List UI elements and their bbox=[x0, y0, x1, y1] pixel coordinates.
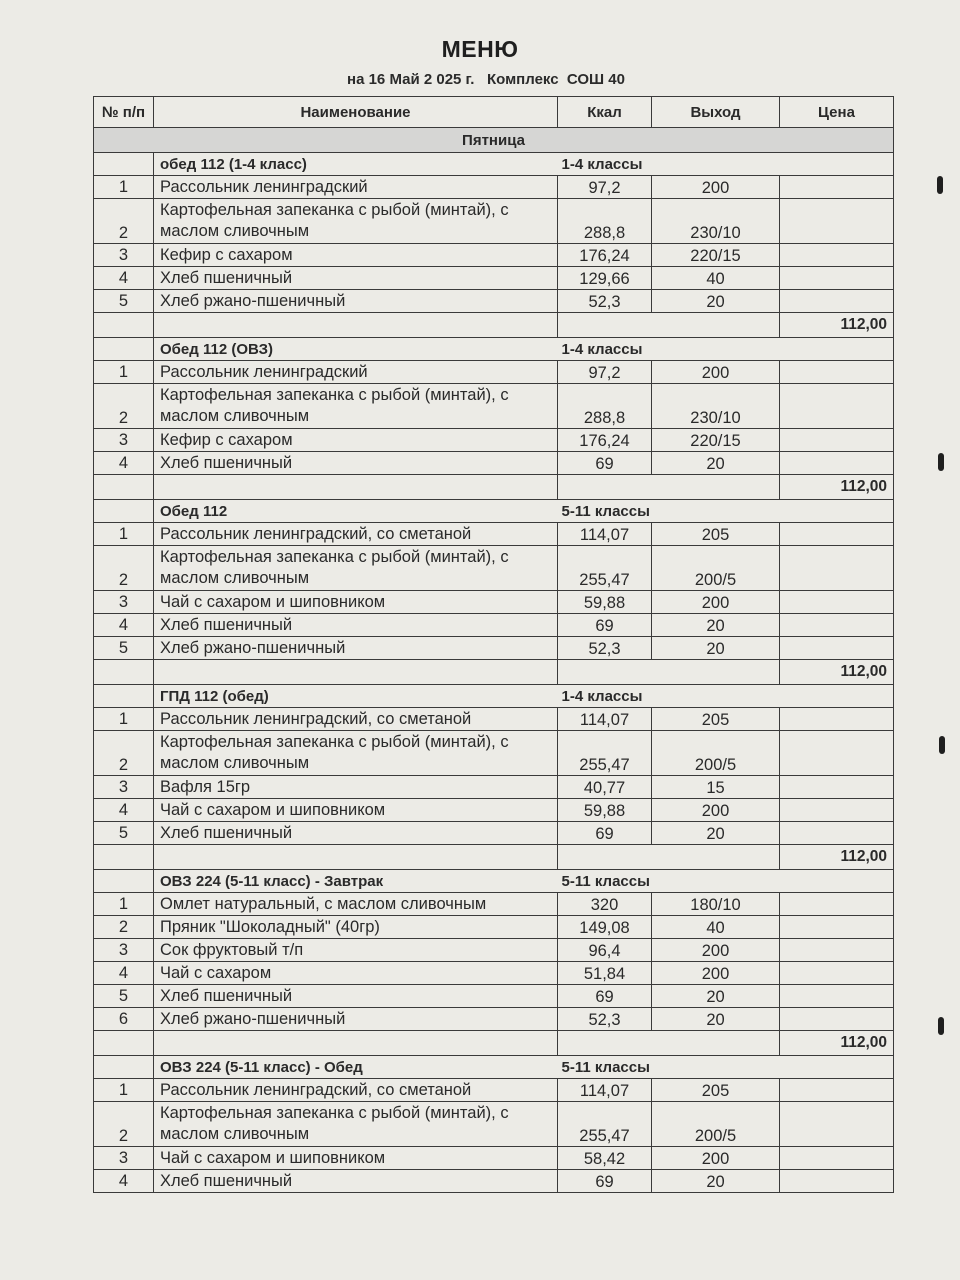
item-output: 20 bbox=[652, 614, 780, 637]
table-row bbox=[94, 591, 894, 614]
table-row bbox=[94, 429, 894, 452]
item-output: 220/15 bbox=[652, 429, 780, 452]
item-price bbox=[780, 893, 894, 916]
item-number: 2 bbox=[94, 199, 154, 244]
item-name: Рассольник ленинградский bbox=[154, 361, 558, 384]
table-row bbox=[94, 822, 894, 845]
item-price bbox=[780, 799, 894, 822]
item-name: Пряник "Шоколадный" (40гр) bbox=[154, 916, 558, 939]
item-kcal: 114,07 bbox=[558, 523, 652, 546]
total-empty-cell bbox=[154, 313, 558, 338]
item-kcal: 69 bbox=[558, 614, 652, 637]
group-name: ОВЗ 224 (5-11 класс) - Обед bbox=[154, 1056, 558, 1079]
item-number: 5 bbox=[94, 290, 154, 313]
item-price bbox=[780, 452, 894, 475]
total-empty-cell bbox=[558, 845, 780, 870]
group-name: ОВЗ 224 (5-11 класс) - Завтрак bbox=[154, 870, 558, 893]
table-row bbox=[94, 1102, 894, 1147]
item-kcal: 288,8 bbox=[558, 199, 652, 244]
item-number: 4 bbox=[94, 1170, 154, 1193]
item-number: 1 bbox=[94, 176, 154, 199]
item-name: Рассольник ленинградский, со сметаной bbox=[154, 1079, 558, 1102]
item-price bbox=[780, 1170, 894, 1193]
item-number: 3 bbox=[94, 244, 154, 267]
item-kcal: 51,84 bbox=[558, 962, 652, 985]
total-empty-cell bbox=[94, 1031, 154, 1056]
item-output: 205 bbox=[652, 523, 780, 546]
total-empty-cell bbox=[94, 845, 154, 870]
item-output: 200 bbox=[652, 962, 780, 985]
item-output: 15 bbox=[652, 776, 780, 799]
item-kcal: 69 bbox=[558, 1170, 652, 1193]
item-output: 20 bbox=[652, 290, 780, 313]
item-price bbox=[780, 290, 894, 313]
item-output: 20 bbox=[652, 822, 780, 845]
group-name: обед 112 (1-4 класс) bbox=[154, 153, 558, 176]
group-header-row bbox=[94, 870, 894, 893]
item-price bbox=[780, 1147, 894, 1170]
item-number: 5 bbox=[94, 822, 154, 845]
item-price bbox=[780, 384, 894, 429]
total-empty-cell bbox=[94, 313, 154, 338]
item-name: Рассольник ленинградский, со сметаной bbox=[154, 708, 558, 731]
item-output: 40 bbox=[652, 267, 780, 290]
item-output: 20 bbox=[652, 1170, 780, 1193]
table-row bbox=[94, 267, 894, 290]
total-empty-cell bbox=[154, 845, 558, 870]
item-number: 4 bbox=[94, 799, 154, 822]
item-name: Рассольник ленинградский bbox=[154, 176, 558, 199]
punch-hole bbox=[939, 736, 945, 754]
item-name: Чай с сахаром и шиповником bbox=[154, 591, 558, 614]
item-name: Хлеб пшеничный bbox=[154, 614, 558, 637]
item-number: 3 bbox=[94, 429, 154, 452]
item-number: 1 bbox=[94, 1079, 154, 1102]
table-row bbox=[94, 799, 894, 822]
item-name: Омлет натуральный, с маслом сливочным bbox=[154, 893, 558, 916]
table-row bbox=[94, 176, 894, 199]
item-price bbox=[780, 267, 894, 290]
item-kcal: 129,66 bbox=[558, 267, 652, 290]
table-row bbox=[94, 546, 894, 591]
item-number: 2 bbox=[94, 546, 154, 591]
group-header-row bbox=[94, 153, 894, 176]
table-row bbox=[94, 1008, 894, 1031]
item-output: 20 bbox=[652, 985, 780, 1008]
item-price bbox=[780, 523, 894, 546]
item-name: Хлеб пшеничный bbox=[154, 1170, 558, 1193]
item-number: 4 bbox=[94, 267, 154, 290]
day-row bbox=[94, 128, 894, 153]
group-number-cell bbox=[94, 1056, 154, 1079]
menu-table bbox=[93, 96, 894, 1193]
item-price bbox=[780, 546, 894, 591]
item-number: 3 bbox=[94, 776, 154, 799]
item-name: Кефир с сахаром bbox=[154, 244, 558, 267]
group-name: ГПД 112 (обед) bbox=[154, 685, 558, 708]
page-title: МЕНЮ bbox=[441, 36, 519, 62]
table-row bbox=[94, 985, 894, 1008]
table-row bbox=[94, 384, 894, 429]
item-price bbox=[780, 176, 894, 199]
item-name: Чай с сахаром bbox=[154, 962, 558, 985]
item-kcal: 255,47 bbox=[558, 1102, 652, 1147]
item-number: 4 bbox=[94, 452, 154, 475]
total-empty-cell bbox=[154, 660, 558, 685]
item-price bbox=[780, 244, 894, 267]
group-total-price: 112,00 bbox=[780, 845, 894, 870]
group-classes: 1-4 классы bbox=[558, 338, 894, 361]
item-name: Картофельная запеканка с рыбой (минтай), с маслом сливочным bbox=[154, 199, 558, 244]
item-kcal: 52,3 bbox=[558, 1008, 652, 1031]
group-number-cell bbox=[94, 500, 154, 523]
group-total-price: 112,00 bbox=[780, 660, 894, 685]
group-header-row bbox=[94, 338, 894, 361]
group-total-price: 112,00 bbox=[780, 313, 894, 338]
punch-hole bbox=[938, 453, 944, 471]
total-empty-cell bbox=[558, 1031, 780, 1056]
item-number: 4 bbox=[94, 614, 154, 637]
item-kcal: 320 bbox=[558, 893, 652, 916]
total-empty-cell bbox=[94, 660, 154, 685]
item-price bbox=[780, 361, 894, 384]
item-output: 200 bbox=[652, 361, 780, 384]
item-output: 230/10 bbox=[652, 199, 780, 244]
table-row bbox=[94, 939, 894, 962]
item-price bbox=[780, 1102, 894, 1147]
total-empty-cell bbox=[94, 475, 154, 500]
item-name: Хлеб ржано-пшеничный bbox=[154, 637, 558, 660]
item-price bbox=[780, 1079, 894, 1102]
table-row bbox=[94, 731, 894, 776]
item-number: 3 bbox=[94, 939, 154, 962]
group-name: Обед 112 bbox=[154, 500, 558, 523]
table-row bbox=[94, 637, 894, 660]
table-row bbox=[94, 199, 894, 244]
item-kcal: 69 bbox=[558, 985, 652, 1008]
item-output: 200 bbox=[652, 176, 780, 199]
group-total-row bbox=[94, 313, 894, 338]
column-header-number: № п/п bbox=[94, 97, 154, 128]
item-name: Хлеб пшеничный bbox=[154, 452, 558, 475]
table-row bbox=[94, 1147, 894, 1170]
item-number: 2 bbox=[94, 384, 154, 429]
item-name: Хлеб пшеничный bbox=[154, 985, 558, 1008]
item-price bbox=[780, 939, 894, 962]
item-price bbox=[780, 776, 894, 799]
item-kcal: 149,08 bbox=[558, 916, 652, 939]
group-total-row bbox=[94, 660, 894, 685]
item-kcal: 176,24 bbox=[558, 429, 652, 452]
item-name: Картофельная запеканка с рыбой (минтай), с маслом сливочным bbox=[154, 384, 558, 429]
group-total-row bbox=[94, 475, 894, 500]
item-kcal: 288,8 bbox=[558, 384, 652, 429]
group-header-row bbox=[94, 1056, 894, 1079]
item-price bbox=[780, 731, 894, 776]
group-total-price: 112,00 bbox=[780, 1031, 894, 1056]
item-number: 3 bbox=[94, 1147, 154, 1170]
item-kcal: 97,2 bbox=[558, 176, 652, 199]
item-number: 6 bbox=[94, 1008, 154, 1031]
total-empty-cell bbox=[558, 475, 780, 500]
total-empty-cell bbox=[558, 313, 780, 338]
item-name: Чай с сахаром и шиповником bbox=[154, 1147, 558, 1170]
item-output: 200 bbox=[652, 799, 780, 822]
item-output: 180/10 bbox=[652, 893, 780, 916]
item-price bbox=[780, 199, 894, 244]
item-price bbox=[780, 708, 894, 731]
group-classes: 5-11 классы bbox=[558, 500, 894, 523]
group-number-cell bbox=[94, 153, 154, 176]
group-total-price: 112,00 bbox=[780, 475, 894, 500]
table-header-row bbox=[94, 97, 894, 128]
item-name: Картофельная запеканка с рыбой (минтай), с маслом сливочным bbox=[154, 1102, 558, 1147]
item-output: 200/5 bbox=[652, 1102, 780, 1147]
item-name: Картофельная запеканка с рыбой (минтай), с маслом сливочным bbox=[154, 731, 558, 776]
group-number-cell bbox=[94, 870, 154, 893]
item-number: 5 bbox=[94, 985, 154, 1008]
table-row bbox=[94, 614, 894, 637]
group-total-row bbox=[94, 1031, 894, 1056]
group-name: Обед 112 (ОВЗ) bbox=[154, 338, 558, 361]
day-label: Пятница bbox=[94, 128, 894, 153]
item-price bbox=[780, 591, 894, 614]
item-price bbox=[780, 822, 894, 845]
item-kcal: 97,2 bbox=[558, 361, 652, 384]
item-number: 5 bbox=[94, 637, 154, 660]
group-classes: 5-11 классы bbox=[558, 1056, 894, 1079]
item-output: 200/5 bbox=[652, 731, 780, 776]
item-kcal: 69 bbox=[558, 452, 652, 475]
item-number: 2 bbox=[94, 1102, 154, 1147]
group-header-row bbox=[94, 685, 894, 708]
item-name: Рассольник ленинградский, со сметаной bbox=[154, 523, 558, 546]
item-price bbox=[780, 985, 894, 1008]
item-output: 220/15 bbox=[652, 244, 780, 267]
item-name: Чай с сахаром и шиповником bbox=[154, 799, 558, 822]
total-empty-cell bbox=[558, 660, 780, 685]
item-kcal: 255,47 bbox=[558, 731, 652, 776]
column-header-price: Цена bbox=[780, 97, 894, 128]
item-output: 200 bbox=[652, 591, 780, 614]
punch-hole bbox=[937, 176, 943, 194]
item-output: 20 bbox=[652, 452, 780, 475]
item-kcal: 40,77 bbox=[558, 776, 652, 799]
item-name: Кефир с сахаром bbox=[154, 429, 558, 452]
column-header-name: Наименование bbox=[154, 97, 558, 128]
item-number: 1 bbox=[94, 893, 154, 916]
group-header-row bbox=[94, 500, 894, 523]
item-price bbox=[780, 916, 894, 939]
item-output: 20 bbox=[652, 637, 780, 660]
item-price bbox=[780, 1008, 894, 1031]
total-empty-cell bbox=[154, 475, 558, 500]
table-row bbox=[94, 244, 894, 267]
table-row bbox=[94, 290, 894, 313]
table-row bbox=[94, 523, 894, 546]
item-name: Хлеб пшеничный bbox=[154, 267, 558, 290]
group-total-row bbox=[94, 845, 894, 870]
table-row bbox=[94, 708, 894, 731]
item-output: 205 bbox=[652, 1079, 780, 1102]
item-number: 1 bbox=[94, 523, 154, 546]
table-row bbox=[94, 776, 894, 799]
item-kcal: 176,24 bbox=[558, 244, 652, 267]
table-row bbox=[94, 1079, 894, 1102]
total-empty-cell bbox=[154, 1031, 558, 1056]
item-name: Вафля 15гр bbox=[154, 776, 558, 799]
item-price bbox=[780, 429, 894, 452]
item-output: 200 bbox=[652, 1147, 780, 1170]
group-number-cell bbox=[94, 338, 154, 361]
item-output: 20 bbox=[652, 1008, 780, 1031]
item-number: 4 bbox=[94, 962, 154, 985]
group-number-cell bbox=[94, 685, 154, 708]
table-row bbox=[94, 962, 894, 985]
item-price bbox=[780, 614, 894, 637]
group-classes: 5-11 классы bbox=[558, 870, 894, 893]
item-name: Сок фруктовый т/п bbox=[154, 939, 558, 962]
item-price bbox=[780, 637, 894, 660]
item-number: 1 bbox=[94, 361, 154, 384]
item-kcal: 58,42 bbox=[558, 1147, 652, 1170]
table-row bbox=[94, 893, 894, 916]
column-header-kcal: Ккал bbox=[558, 97, 652, 128]
item-kcal: 52,3 bbox=[558, 637, 652, 660]
item-number: 1 bbox=[94, 708, 154, 731]
group-classes: 1-4 классы bbox=[558, 153, 894, 176]
item-name: Картофельная запеканка с рыбой (минтай), с маслом сливочным bbox=[154, 546, 558, 591]
item-kcal: 96,4 bbox=[558, 939, 652, 962]
item-name: Хлеб ржано-пшеничный bbox=[154, 290, 558, 313]
item-kcal: 59,88 bbox=[558, 799, 652, 822]
punch-hole bbox=[938, 1017, 944, 1035]
item-kcal: 114,07 bbox=[558, 1079, 652, 1102]
group-classes: 1-4 классы bbox=[558, 685, 894, 708]
item-kcal: 69 bbox=[558, 822, 652, 845]
item-kcal: 52,3 bbox=[558, 290, 652, 313]
item-number: 2 bbox=[94, 916, 154, 939]
table-row bbox=[94, 1170, 894, 1193]
item-kcal: 59,88 bbox=[558, 591, 652, 614]
item-kcal: 114,07 bbox=[558, 708, 652, 731]
column-header-output: Выход bbox=[652, 97, 780, 128]
item-name: Хлеб ржано-пшеничный bbox=[154, 1008, 558, 1031]
item-output: 200 bbox=[652, 939, 780, 962]
table-row bbox=[94, 361, 894, 384]
item-output: 40 bbox=[652, 916, 780, 939]
item-name: Хлеб пшеничный bbox=[154, 822, 558, 845]
table-row bbox=[94, 452, 894, 475]
item-number: 3 bbox=[94, 591, 154, 614]
page-subtitle: на 16 Май 2 025 г. Комплекс СОШ 40 bbox=[347, 71, 625, 88]
item-price bbox=[780, 962, 894, 985]
item-output: 230/10 bbox=[652, 384, 780, 429]
table-row bbox=[94, 916, 894, 939]
item-number: 2 bbox=[94, 731, 154, 776]
item-kcal: 255,47 bbox=[558, 546, 652, 591]
item-output: 205 bbox=[652, 708, 780, 731]
item-output: 200/5 bbox=[652, 546, 780, 591]
